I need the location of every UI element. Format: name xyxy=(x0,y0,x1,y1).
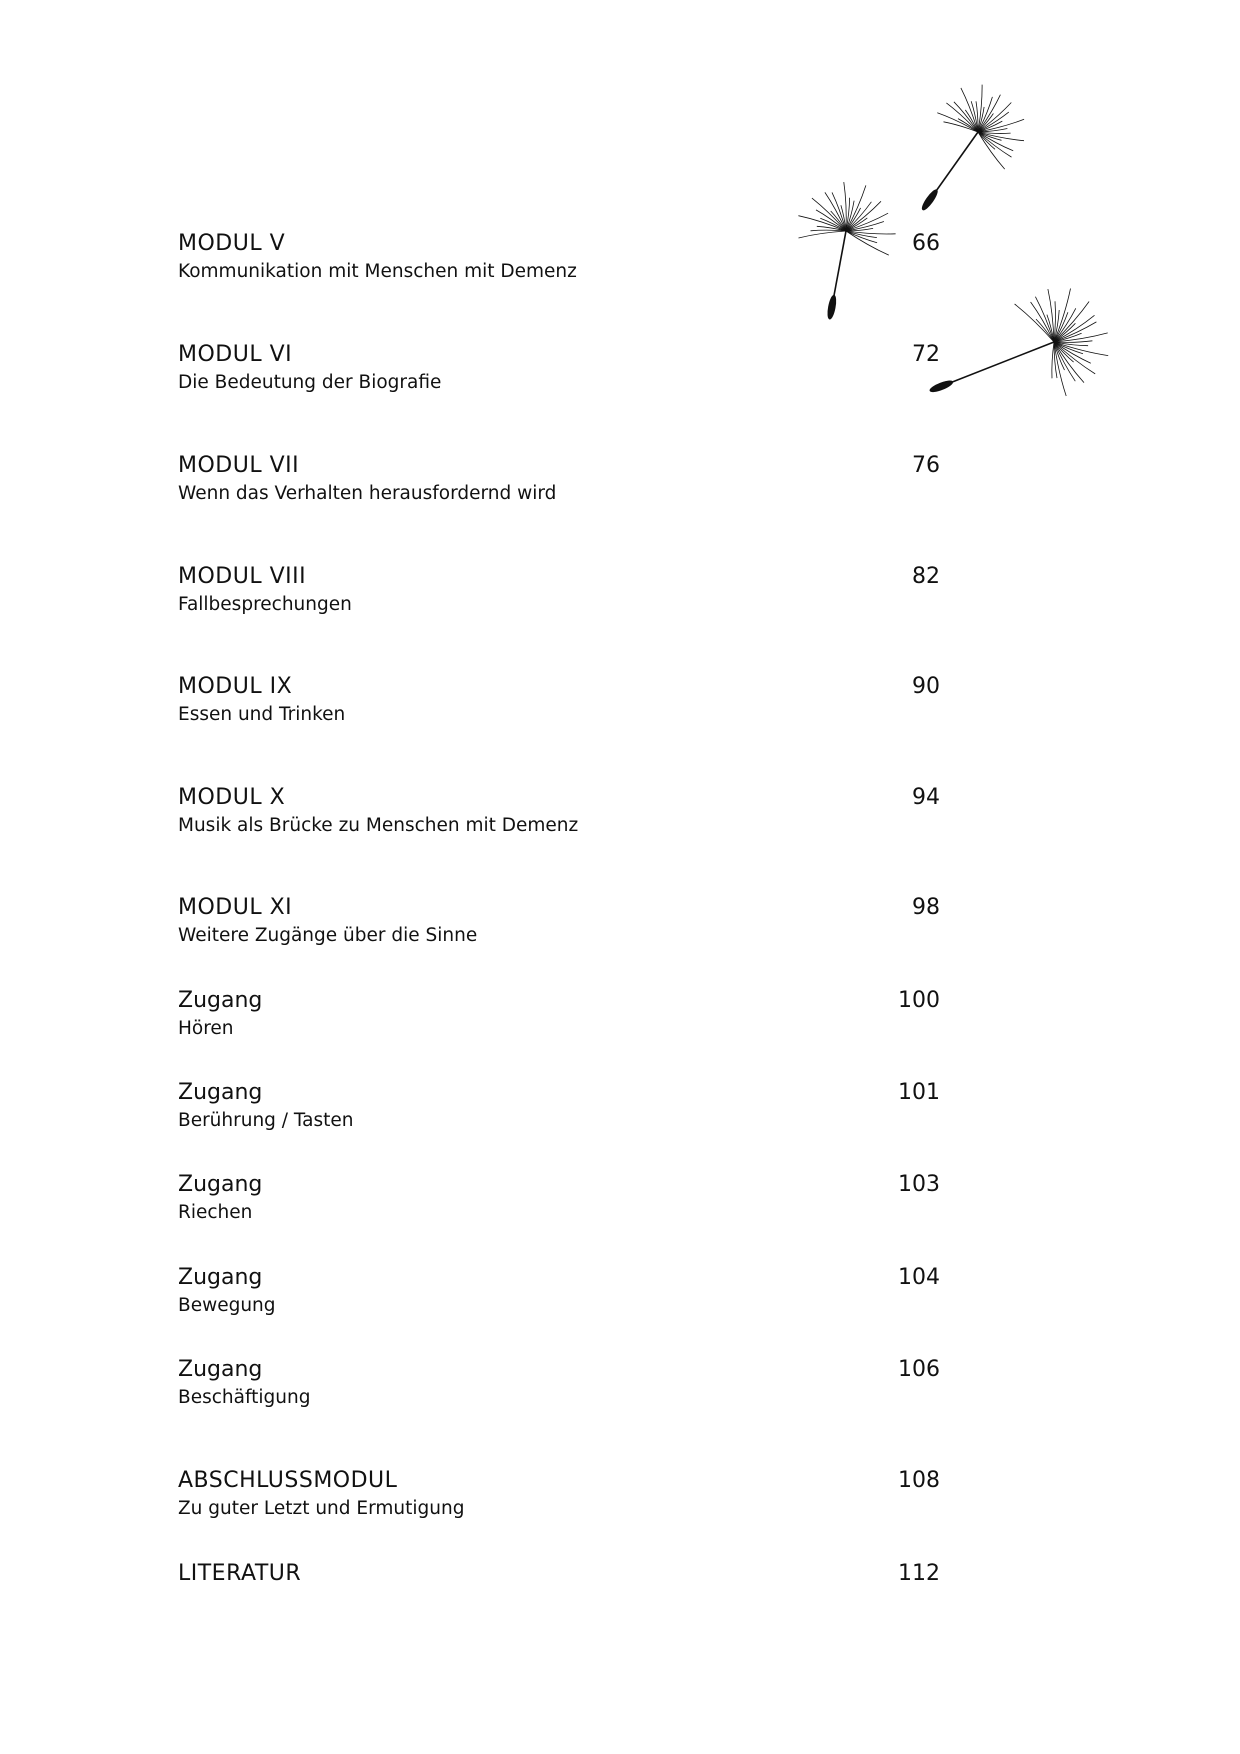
entry-page-number: 94 xyxy=(912,785,940,810)
entry-title: MODUL XI xyxy=(178,895,293,920)
toc-entry-zugang-riechen[interactable] xyxy=(178,1171,940,1226)
entry-title: Zugang xyxy=(178,1357,263,1382)
entry-page-number: 100 xyxy=(898,988,940,1013)
entry-subtitle: Die Bedeutung der Biografie xyxy=(178,372,442,393)
entry-page-number: 72 xyxy=(912,342,940,367)
entry-subtitle: Zu guter Letzt und Ermutigung xyxy=(178,1498,465,1519)
entry-title: Zugang xyxy=(178,1172,263,1197)
entry-page-number: 106 xyxy=(898,1357,940,1382)
toc-entry-zugang-hoeren[interactable] xyxy=(178,987,940,1042)
entry-subtitle: Essen und Trinken xyxy=(178,704,346,725)
entry-subtitle: Bewegung xyxy=(178,1295,276,1316)
toc-entry-modul-x[interactable] xyxy=(178,784,940,839)
dandelion-seed-3 xyxy=(929,289,1108,397)
entry-page-number: 82 xyxy=(912,564,940,589)
toc-entry-zugang-beruehrung[interactable] xyxy=(178,1079,940,1134)
entry-subtitle: Beschäftigung xyxy=(178,1387,311,1408)
toc-entry-modul-xi[interactable] xyxy=(178,894,940,949)
entry-page-number: 104 xyxy=(898,1265,940,1290)
entry-page-number: 103 xyxy=(898,1172,940,1197)
toc-entry-abschlussmodul[interactable] xyxy=(178,1467,940,1522)
entry-title: MODUL V xyxy=(178,231,286,256)
entry-subtitle: Berührung / Tasten xyxy=(178,1110,354,1131)
entry-subtitle: Riechen xyxy=(178,1202,253,1223)
entry-title: ABSCHLUSSMODUL xyxy=(178,1468,398,1493)
toc-entry-zugang-beschaeftigung[interactable] xyxy=(178,1356,940,1411)
entry-title: Zugang xyxy=(178,988,263,1013)
entry-subtitle: Wenn das Verhalten herausfordernd wird xyxy=(178,483,557,504)
entry-title: MODUL VII xyxy=(178,453,300,478)
toc-entry-modul-vi[interactable] xyxy=(178,341,940,396)
entry-title: MODUL VIII xyxy=(178,564,307,589)
entry-title: MODUL VI xyxy=(178,342,293,367)
entry-subtitle: Fallbesprechungen xyxy=(178,594,352,615)
toc-entry-literatur[interactable] xyxy=(178,1560,940,1588)
dandelion-seed-1 xyxy=(920,85,1024,212)
toc-entry-modul-v[interactable] xyxy=(178,230,940,285)
toc-entry-modul-vii[interactable] xyxy=(178,452,940,507)
entry-page-number: 66 xyxy=(912,231,940,256)
entry-subtitle: Kommunikation mit Menschen mit Demenz xyxy=(178,261,577,282)
entry-page-number: 98 xyxy=(912,895,940,920)
toc-entry-modul-ix[interactable] xyxy=(178,673,940,728)
entry-subtitle: Weitere Zugänge über die Sinne xyxy=(178,925,478,946)
entry-subtitle: Hören xyxy=(178,1018,234,1039)
entry-page-number: 108 xyxy=(898,1468,940,1493)
entry-title: MODUL IX xyxy=(178,674,293,699)
entry-page-number: 90 xyxy=(912,674,940,699)
entry-page-number: 101 xyxy=(898,1080,940,1105)
entry-title: LITERATUR xyxy=(178,1561,302,1586)
toc-entry-zugang-bewegung[interactable] xyxy=(178,1264,940,1319)
entry-title: MODUL X xyxy=(178,785,286,810)
toc-entry-modul-viii[interactable] xyxy=(178,563,940,618)
entry-page-number: 76 xyxy=(912,453,940,478)
entry-page-number: 112 xyxy=(898,1561,940,1586)
entry-subtitle: Musik als Brücke zu Menschen mit Demenz xyxy=(178,815,579,836)
entry-title: Zugang xyxy=(178,1265,263,1290)
entry-title: Zugang xyxy=(178,1080,263,1105)
